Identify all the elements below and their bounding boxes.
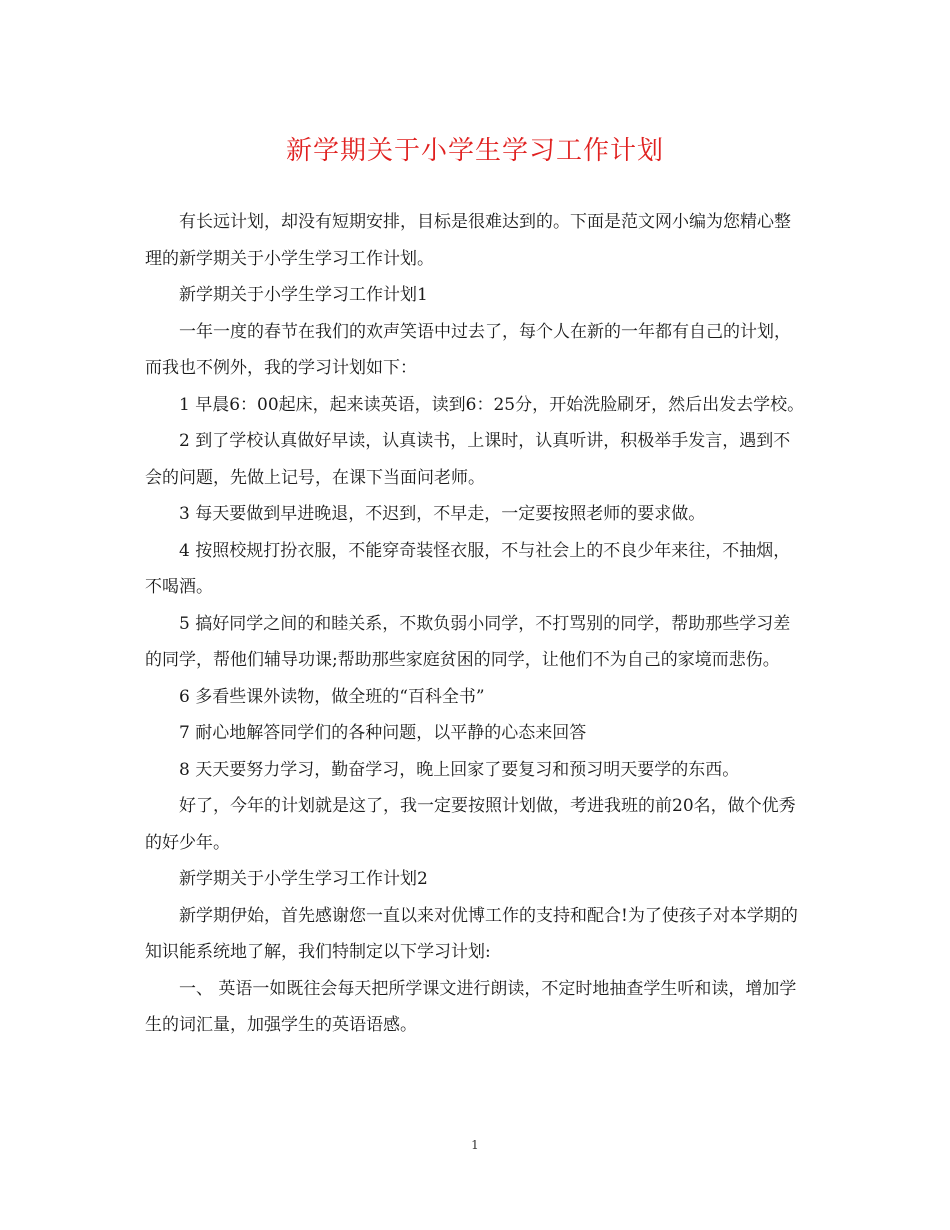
- list-item-4: 4 按照校规打扮衣服，不能穿奇装怪衣服，不与社会上的不良少年来往，不抽烟，不喝酒。: [145, 540, 791, 597]
- document-body: [145, 204, 805, 1044]
- paragraph-plan-1-conclusion: 好了，今年的计划就是这了，我一定要按照计划做，考进我班的前20名，做个优秀的好少年。: [145, 796, 796, 853]
- list-item-8: 8 天天要努力学习，勤奋学习，晚上回家了要复习和预习明天要学的东西。: [179, 759, 740, 780]
- list-item-1: 1 早晨6：00起床，起来读英语，读到6：25分，开始洗脸刷牙，然后出发去学校。: [179, 394, 805, 415]
- page-number: 1: [471, 1138, 479, 1152]
- list-item-7: 7 耐心地解答同学们的各种问题，以平静的心态来回答: [179, 723, 587, 743]
- section-heading-plan-2: 新学期关于小学生学习工作计划2: [179, 869, 428, 889]
- paragraph-plan-1-intro: 一年一度的春节在我们的欢声笑语中过去了，每个人在新的一年都有自己的计划，而我也不例外，我的学习计划如下：: [145, 321, 791, 378]
- document-title: 新学期关于小学生学习工作计划: [285, 136, 664, 166]
- list-item-3: 3 每天要做到早进晚退，不迟到，不早走，一定要按照老师的要求做。: [179, 504, 706, 524]
- paragraph-english-plan: 一、 英语一如既往会每天把所学课文进行朗读，不定时地抽查学生听和读，增加学生的词汇量，加强学生的英语语感。: [145, 978, 797, 1035]
- list-item-6: 6 多看些课外读物，做全班的“百科全书”: [179, 686, 485, 707]
- section-heading-plan-1: 新学期关于小学生学习工作计划1: [179, 285, 428, 305]
- list-item-5: 5 搞好同学之间的和睦关系，不欺负弱小同学，不打骂别的同学，帮助那些学习差的同学，帮他们辅导功课;帮助那些家庭贫困的同学，让他们不为自己的家境而悲伤。: [145, 613, 791, 670]
- list-item-2: 2 到了学校认真做好早读，认真读书，上课时，认真听讲，积极举手发言，遇到不会的问题，先做上记号，在课下当面问老师。: [145, 431, 791, 488]
- paragraph-plan-2-intro: 新学期伊始，首先感谢您一直以来对优博工作的支持和配合!为了使孩子对本学期的知识能系统地了解，我们特制定以下学习计划:: [145, 905, 798, 962]
- paragraph-intro: 有长远计划，却没有短期安排，目标是很难达到的。下面是范文网小编为您精心整理的新学期关于小学生学习工作计划。: [145, 212, 791, 269]
